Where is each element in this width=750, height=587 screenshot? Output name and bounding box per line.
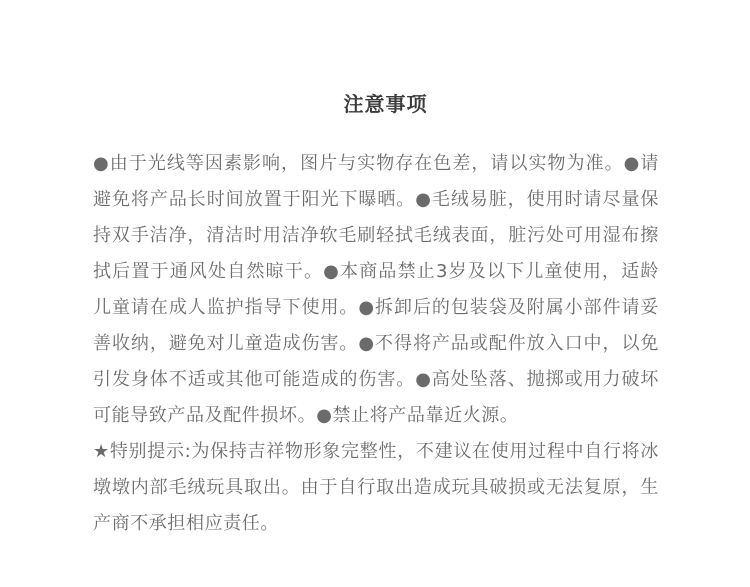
notice-body xyxy=(93,146,659,542)
notice-title: 注意事项 xyxy=(343,92,428,116)
notice-paragraph-precautions: ●由于光线等因素影响，图片与实物存在色差，请以实物为准。●请避免将产品长时间放置于阳光下曝晒。●毛绒易脏，使用时请尽量保持双手洁净，清洁时用洁净软毛刷轻拭毛绒表面，脏污处可用湿布擦拭后置于通风处自然晾干。●本商品禁止3岁及以下儿童使用，适龄儿童请在成人监护指导下使用。●拆卸后的包装袋及附属小部件请妥善收纳，避免对儿童造成伤害。●不得将产品或配件放入口中，以免引发身体不适或其他可能造成的伤害。●高处坠落、抛掷或用力破坏可能导致产品及配件损坏。●禁止将产品靠近火源。 xyxy=(93,153,659,426)
notice-paragraph-special-tip: ★特别提示:为保持吉祥物形象完整性，不建议在使用过程中自行将冰墩墩内部毛绒玩具取出。由于自行取出造成玩具破损或无法复原，生产商不承担相应责任。 xyxy=(93,441,659,534)
